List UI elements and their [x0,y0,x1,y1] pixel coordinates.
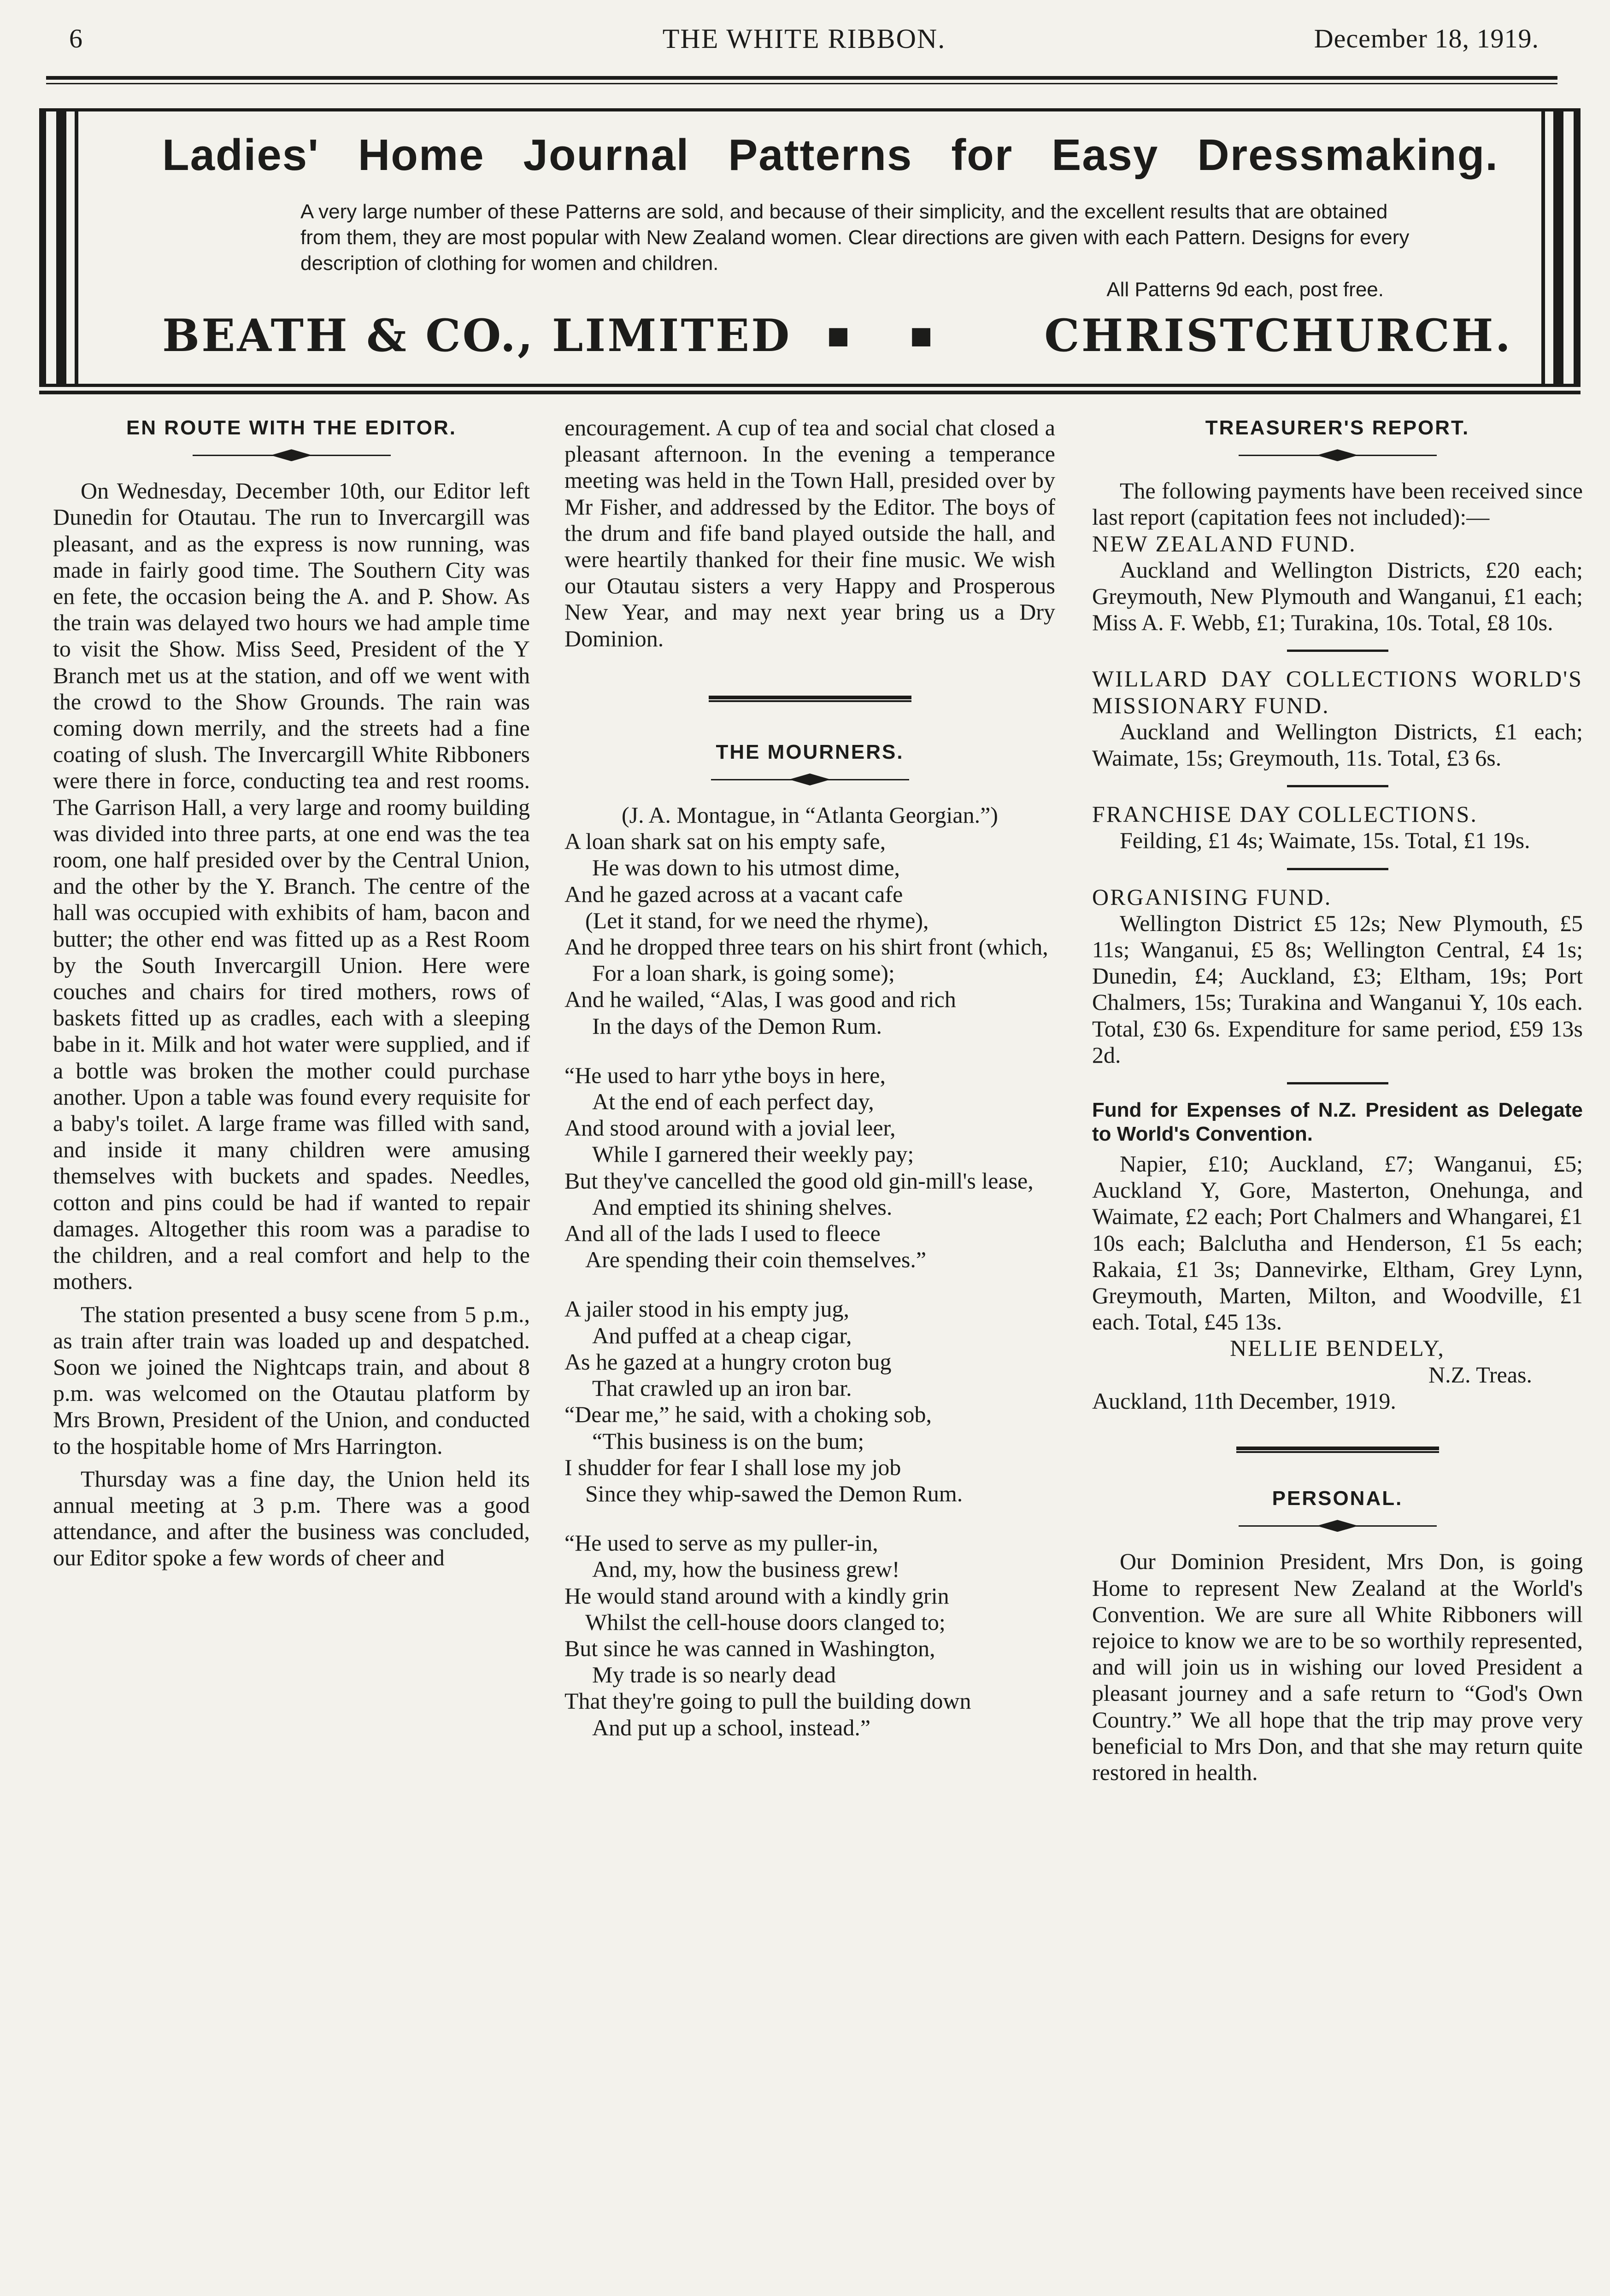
poem-line: A jailer stood in his empty jug, [564,1296,850,1322]
advertisement-rule [39,391,1581,394]
masthead [69,14,1539,69]
president-fund-text: Napier, £10; Auckland, £7; Wanganui, £5; Auckland Y, Gore, Masterton, Onehunga, and Waimate, £2 each; Port Chalmers and Whangarei, £1 10s each; Balclutha and Henderson, £1 5s each; Rakaia, £1 3s; Dannevirke, Eltham, Grey Lynn, Greymouth, Marten, Milton, and Woodville, £1 each. Total, £45 13s. [1092,1151,1583,1335]
fund-title: ORGANISING FUND. [1092,884,1332,910]
poem-line: In the days of the Demon Rum. [592,1013,882,1039]
ad-right-bars [1527,111,1577,384]
poem-line: “He used to harr ythe boys in here, [564,1062,886,1088]
poem-line: And, my, how the business grew! [592,1556,900,1582]
poem-line: And he gazed across at a vacant cafe [564,881,903,907]
ad-price: All Patterns 9d each, post free. [1106,278,1384,301]
poem-line: “This business is on the bum; [592,1428,864,1454]
president-fund-title: Fund for Expenses of N.Z. President as Delegate to World's Convention. [1092,1099,1583,1146]
poem-line: (Let it stand, for we need the rhyme), [585,907,929,933]
treasurer-intro: The following payments have been received since last report (capitation fees not included):— [1092,478,1583,530]
ad-city: CHRISTCHURCH. [1044,310,1512,362]
ornament-divider [711,771,909,789]
fund-text: Feilding, £1 4s; Waimate, 15s. Total, £1 19s. [1120,827,1530,854]
ad-company: BEATH & CO., LIMITED [162,310,792,362]
personal-text: Our Dominion President, Mrs Don, is going Home to represent New Zealand at the World's Convention. We are sure all White Ribboners will rejoice to know we are to be so worthily represented, and will join us in wishing our loved President a pleasant journey and a safe return to “God's Own Country.” We all hope that the trip may prove very beneficial to Mrs Don, and that she may return quite restored in health. [1092,1548,1583,1785]
treasurer-heading: TREASURER'S REPORT. [1205,416,1470,439]
poem-line: But they've cancelled the good old gin-mill's lease, [564,1167,1034,1194]
short-rule [1287,650,1388,652]
poem-line: My trade is so nearly dead [592,1662,836,1688]
poem-line: At the end of each perfect day, [592,1089,874,1115]
section-separator [709,696,911,702]
issue-date: December 18, 1919. [1314,23,1539,53]
section-separator [1236,1447,1439,1453]
poem-line: But since he was canned in Washington, [564,1635,935,1661]
poem-line: That they're going to pull the building down [564,1688,971,1714]
advertisement-box [39,108,1581,387]
en-route-paragraph: The station presented a busy scene from 5 p.m., as train after train was loaded up and despatched. Soon we joined the Nightcaps train, and about 8 p.m. was welcomed on the Otautau platform by Mrs Brown, President of the Union, and conducted to the hospitable home of Mrs Harrington. [53,1301,530,1459]
poem-line: As he gazed at a hungry croton bug [564,1348,892,1375]
poem-line: A loan shark sat on his empty safe, [564,828,886,855]
poem-attribution: (J. A. Montague, in “Atlanta Georgian.”) [622,802,998,828]
poem-stanza [564,1530,1055,1741]
poem-stanza [564,1296,1055,1507]
poem-line: And he wailed, “Alas, I was good and rich [564,986,956,1013]
poem-line: While I garnered their weekly pay; [592,1141,914,1167]
en-route-paragraph: On Wednesday, December 10th, our Editor left Dunedin for Otautau. The run to Invercargill was pleasant, and as the express is now running, was made in fairly good time. The Southern City was en fete, the occasion being the A. and P. Show. As the train was delayed two hours we had ample time to visit the Show. Miss Seed, President of the Y Branch met us at the station, and off we went with the crowd to the Show Grounds. The rain was coming down merrily, and the streets had a fine coating of slush. The Invercargill White Ribboners were there in force, conducting tea and rest rooms. The Garrison Hall, a very large and roomy building was divided into three parts, at one end was the tea room, one half presided over by the Central Union, and the other by the Y. Branch. The centre of the hall was occupied with exhibits of ham, bacon and butter; the other end was fitted up as a Rest Room by the South Invercargill Union. Here were couches and chairs for tired mothers, rows of baskets fitted up as cradles, each with a sleeping babe in it. Milk and hot water were supplied, and if a bottle was broken the mother could purchase another. Upon a table was found every requisite for a baby's toilet. A large frame was filled with sand, and inside it many children were amusing themselves with buckets and spades. Needles, cotton and pins could be had if wanted to repair damages. Altogether this room was a paradise to the children, and a real comfort and help to the mothers. [53,478,530,1294]
poem-line: He was down to his utmost dime, [592,855,900,881]
column-1 [53,405,530,1571]
masthead-rule [46,76,1557,80]
poem-line: “Dear me,” he said, with a choking sob, [564,1401,932,1428]
en-route-heading: EN ROUTE WITH THE EDITOR. [126,416,457,439]
column-3 [1092,405,1583,1786]
ad-separator-1: ▪ [826,312,853,356]
poem-line: And emptied its shining shelves. [592,1194,893,1220]
fund-text: Auckland and Wellington Districts, £20 each; Greymouth, New Plymouth and Wanganui, £1 each; Miss A. F. Webb, £1; Turakina, 10s. Total, £8 10s. [1092,556,1583,636]
en-route-paragraph: Thursday was a fine day, the Union held its annual meeting at 3 p.m. There was a good attendance, and after the business was concluded, our Editor spoke a few words of cheer and [53,1465,530,1571]
masthead-rule-thin [46,83,1557,84]
short-rule [1287,785,1388,787]
en-route-continuation: encouragement. A cup of tea and social chat closed a pleasant afternoon. In the evening a temperance meeting was held in the Town Hall, presided over by Mr Fisher, and addressed by the Editor. The boys of the drum and fife band played outside the hall, and were heartily thanked for their fine music. We wish our Otautau sisters a very Happy and Prosperous New Year, and may next year bring us a Dry Dominion. [564,415,1055,651]
ad-title: Ladies' Home Journal Patterns for Easy Dressmaking. [162,130,1498,180]
ornament-divider [1239,1517,1437,1535]
fund-text: Auckland and Wellington Districts, £1 each; Waimate, 15s; Greymouth, 11s. Total, £3 6s. [1092,718,1583,771]
page-number: 6 [69,23,82,53]
poem-stanza [564,828,1055,1039]
fund-text: Wellington District £5 12s; New Plymouth, £5 11s; Wanganui, £5 8s; Wellington Central, £4 1s; Dunedin, £4; Auckland, £3; Eltham, 19s; Port Chalmers, 15s; Turakina and Wanganui Y, 10s each. Total, £30 6s. Expenditure for same period, £59 13s 2d. [1092,910,1583,1068]
treasurer-place-date: Auckland, 11th December, 1919. [1092,1388,1396,1414]
fund-title: FRANCHISE DAY COLLECTIONS. [1092,801,1478,827]
poem-line: And put up a school, instead.” [592,1714,871,1740]
poem-line: And puffed at a cheap cigar, [592,1322,852,1348]
short-rule [1287,868,1388,870]
poem-line: Since they whip-sawed the Demon Rum. [585,1480,963,1506]
ad-body: A very large number of these Patterns are sold, and because of their simplicity, and the excellent results that are obtained from them, they are most popular with New Zealand women. Clear directions are given with each Pattern. Designs for every description of clothing for women and children. [300,200,1410,275]
poem-line: That crawled up an iron bar. [592,1375,852,1401]
poem-line: “He used to serve as my puller-in, [564,1530,878,1556]
poem-line: And all of the lads I used to fleece [564,1220,881,1247]
ornament-divider [193,446,391,465]
poem-line: And stood around with a jovial leer, [564,1115,896,1141]
fund-title: NEW ZEALAND FUND. [1092,530,1357,556]
mourners-heading: THE MOURNERS. [716,740,904,763]
short-rule [1287,1082,1388,1084]
poem [564,828,1055,1741]
ornament-divider [1239,446,1437,465]
poem-line: He would stand around with a kindly grin [564,1582,949,1609]
poem-line: I shudder for fear I shall lose my job [564,1454,901,1480]
poem-stanza [564,1062,1055,1273]
treasurer-signature: NELLIE BENDELY, [1230,1335,1445,1361]
paper-name: THE WHITE RIBBON. [662,23,946,54]
column-2 [564,405,1055,1741]
ad-left-bars [42,111,93,384]
poem-line: For a loan shark, is going some); [592,960,895,986]
poem-line: And he dropped three tears on his shirt front (which, [564,934,1048,960]
treasurer-title: N.Z. Treas. [1428,1361,1532,1388]
poem-line: Are spending their coin themselves.” [585,1247,927,1273]
personal-heading: PERSONAL. [1272,1487,1403,1510]
fund-title: WILLARD DAY COLLECTIONS WORLD'S MISSIONARY FUND. [1092,666,1583,718]
ad-separator-2: ▪ [909,312,936,356]
poem-line: Whilst the cell-house doors clanged to; [585,1609,946,1635]
